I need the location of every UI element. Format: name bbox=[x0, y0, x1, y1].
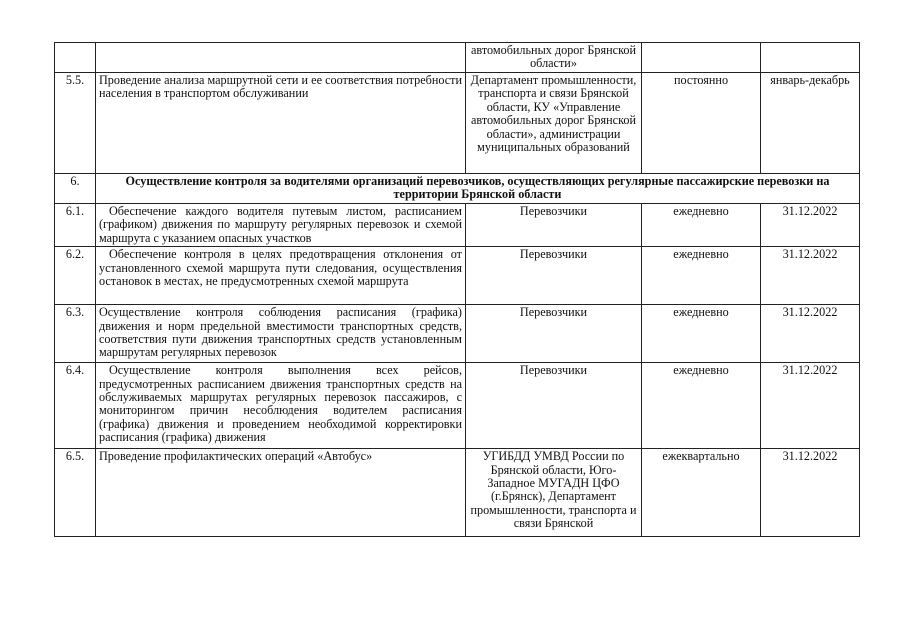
row-frequency: ежедневно bbox=[642, 363, 761, 449]
row-executor: Перевозчики bbox=[466, 204, 642, 247]
row-executor: автомобильных дорог Брянской области» bbox=[466, 43, 642, 73]
row-deadline: 31.12.2022 bbox=[761, 247, 860, 305]
measures-table bbox=[54, 42, 860, 537]
table-row bbox=[55, 73, 860, 174]
row-deadline: 31.12.2022 bbox=[761, 204, 860, 247]
table-row bbox=[55, 363, 860, 449]
row-frequency: постоянно bbox=[642, 73, 761, 174]
section-header-row bbox=[55, 174, 860, 204]
table-row bbox=[55, 449, 860, 537]
row-frequency: ежедневно bbox=[642, 305, 761, 363]
section-title: Осуществление контроля за водителями организаций перевозчиков, осуществляющих регулярные пассажирские перевозки на территории Брянской области bbox=[96, 174, 860, 204]
row-number: 6.2. bbox=[55, 247, 96, 305]
row-number: 6.1. bbox=[55, 204, 96, 247]
row-description: Осуществление контроля выполнения всех рейсов, предусмотренных расписанием движения транспортных средств на обслуживаемых маршрутах регулярных перевозок пассажиров, с мониторингом причин несоблюдения водителем расписания (графика) движения и проведением необходимой корректировки расписания (графика) движения bbox=[96, 363, 466, 449]
section-number: 6. bbox=[55, 174, 96, 204]
row-deadline: 31.12.2022 bbox=[761, 363, 860, 449]
row-number: 5.5. bbox=[55, 73, 96, 174]
row-number: 6.4. bbox=[55, 363, 96, 449]
row-description: Обеспечение каждого водителя путевым листом, расписанием (графиком) движения по маршруту регулярных перевозок и схемой маршрута с указанием опасных участков bbox=[96, 204, 466, 247]
row-number: 6.3. bbox=[55, 305, 96, 363]
row-deadline: 31.12.2022 bbox=[761, 305, 860, 363]
row-number: 6.5. bbox=[55, 449, 96, 537]
row-executor: Перевозчики bbox=[466, 305, 642, 363]
row-executor: УГИБДД УМВД России по Брянской области, Юго-Западное МУГАДН ЦФО (г.Брянск), Департамент промышленности, транспорта и связи Брянской bbox=[466, 449, 642, 537]
row-description bbox=[96, 43, 466, 73]
row-description: Проведение профилактических операций «Автобус» bbox=[96, 449, 466, 537]
row-deadline: 31.12.2022 bbox=[761, 449, 860, 537]
row-frequency: ежедневно bbox=[642, 247, 761, 305]
row-executor: Департамент промышленности, транспорта и связи Брянской области, КУ «Управление автомобильных дорог Брянской области», администрации муниципальных образований bbox=[466, 73, 642, 174]
table-row bbox=[55, 43, 860, 73]
row-frequency: ежедневно bbox=[642, 204, 761, 247]
table-row bbox=[55, 247, 860, 305]
row-description: Проведение анализа маршрутной сети и ее соответствия потребности населения в транспортом обслуживании bbox=[96, 73, 466, 174]
row-executor: Перевозчики bbox=[466, 247, 642, 305]
row-number bbox=[55, 43, 96, 73]
table-row bbox=[55, 305, 860, 363]
row-deadline bbox=[761, 43, 860, 73]
row-executor: Перевозчики bbox=[466, 363, 642, 449]
row-description: Осуществление контроля соблюдения расписания (графика) движения и норм предельной вместимости транспортных средств, соответствия пути движения транспортных средств установленным маршрутам регулярных перевозок bbox=[96, 305, 466, 363]
row-frequency: ежеквартально bbox=[642, 449, 761, 537]
row-description: Обеспечение контроля в целях предотвращения отклонения от установленного схемой маршрута пути следования, осуществления остановок в местах, не предусмотренных схемой маршрута bbox=[96, 247, 466, 305]
row-deadline: январь-декабрь bbox=[761, 73, 860, 174]
table-row bbox=[55, 204, 860, 247]
row-frequency bbox=[642, 43, 761, 73]
